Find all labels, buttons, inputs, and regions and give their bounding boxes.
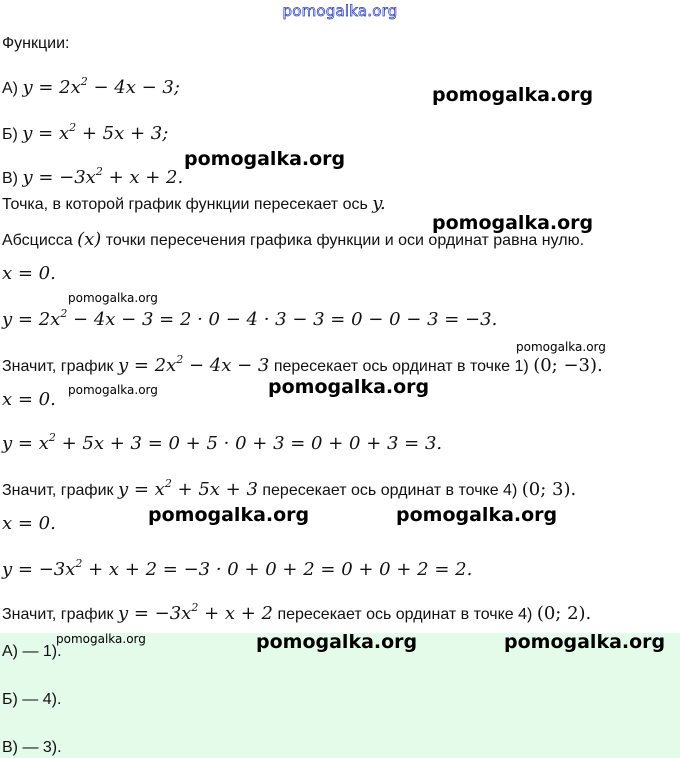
watermark: pomogalka.org [504, 631, 666, 653]
intro-text-2b: точки пересечения графика функции и оси ординат равна нулю. [101, 232, 585, 249]
answer-a: А) — 1). [2, 643, 62, 660]
watermark: pomogalka.org [432, 212, 594, 234]
function-a [2, 75, 180, 99]
intro-line-1 [2, 194, 386, 215]
function-c-label: В) [2, 170, 18, 187]
function-b [2, 121, 169, 145]
watermark: pomogalka.org [516, 340, 606, 354]
function-a-formula: $y = 2x^2 - 4x - 3$; [22, 75, 180, 98]
intro-axis: y. [372, 193, 386, 214]
function-c-formula: $y = -3x^2 + x + 2$. [22, 165, 184, 188]
function-b-formula: $y = x^2 + 5x + 3$; [22, 121, 169, 144]
watermark: pomogalka.org [432, 84, 594, 106]
watermark: pomogalka.org [256, 631, 418, 653]
solution-2-calc: $y = x^2 + 5x + 3 = 0 + 5 \cdot 0 + 3 = 0 + 0 + 3 = 3$. [2, 431, 443, 454]
conclusion-point: (0; 3). [521, 479, 577, 500]
solution-1-conclusion [2, 353, 603, 377]
conclusion-point: (0; 2). [536, 603, 592, 624]
conclusion-pre: Значит, график [2, 606, 118, 623]
conclusion-formula: $y = 2x^2 - 4x - 3$ [117, 353, 270, 376]
watermark: pomogalka.org [68, 383, 158, 397]
watermark: pomogalka.org [148, 504, 310, 526]
intro-text-2a: Абсцисса [2, 232, 78, 249]
solution-1-calc: $y = 2x^2 - 4x - 3 = 2 \cdot 0 - 4 \cdot 3 - 3 = 0 - 0 - 3 = -3$. [2, 307, 498, 330]
watermark: pomogalka.org [396, 504, 558, 526]
intro-abscissa: (x) [77, 229, 102, 250]
function-a-label: А) [2, 80, 18, 97]
watermark: pomogalka.org [56, 632, 146, 646]
solution-2-conclusion [2, 477, 577, 501]
watermark: pomogalka.org [68, 291, 158, 305]
answer-b: Б) — 4). [2, 691, 62, 708]
heading: Функции: [2, 35, 70, 52]
watermark: pomogalka.org [268, 376, 430, 398]
answer-c: В) — 3). [2, 739, 62, 756]
solution-3-calc: $y = -3x^2 + x + 2 = -3 \cdot 0 + 0 + 2 = 0 + 0 + 2 = 2$. [2, 557, 473, 580]
intro-text-1: Точка, в которой график функции пересекает ось [2, 196, 373, 213]
conclusion-pre: Значит, график [2, 482, 118, 499]
solution-3-x: x = 0. [2, 513, 56, 534]
watermark: pomogalka.org [184, 148, 346, 170]
site-link[interactable]: pomogalka.org [282, 2, 398, 20]
conclusion-mid: пересекает ось ординат в точке 4) [257, 482, 522, 499]
conclusion-formula: $y = x^2 + 5x + 3$ [117, 477, 258, 500]
conclusion-mid: пересекает ось ординат в точке 4) [273, 606, 537, 623]
conclusion-point: (0; −3). [533, 355, 603, 376]
conclusion-formula: $y = -3x^2 + x + 2$ [117, 601, 273, 624]
function-b-label: Б) [2, 126, 18, 143]
solution-1-x: x = 0. [2, 263, 56, 284]
conclusion-pre: Значит, график [2, 358, 118, 375]
conclusion-mid: пересекает ось ординат в точке 1) [269, 358, 534, 375]
solution-3-conclusion [2, 601, 592, 625]
solution-2-x: x = 0. [2, 389, 56, 410]
function-c [2, 165, 184, 189]
